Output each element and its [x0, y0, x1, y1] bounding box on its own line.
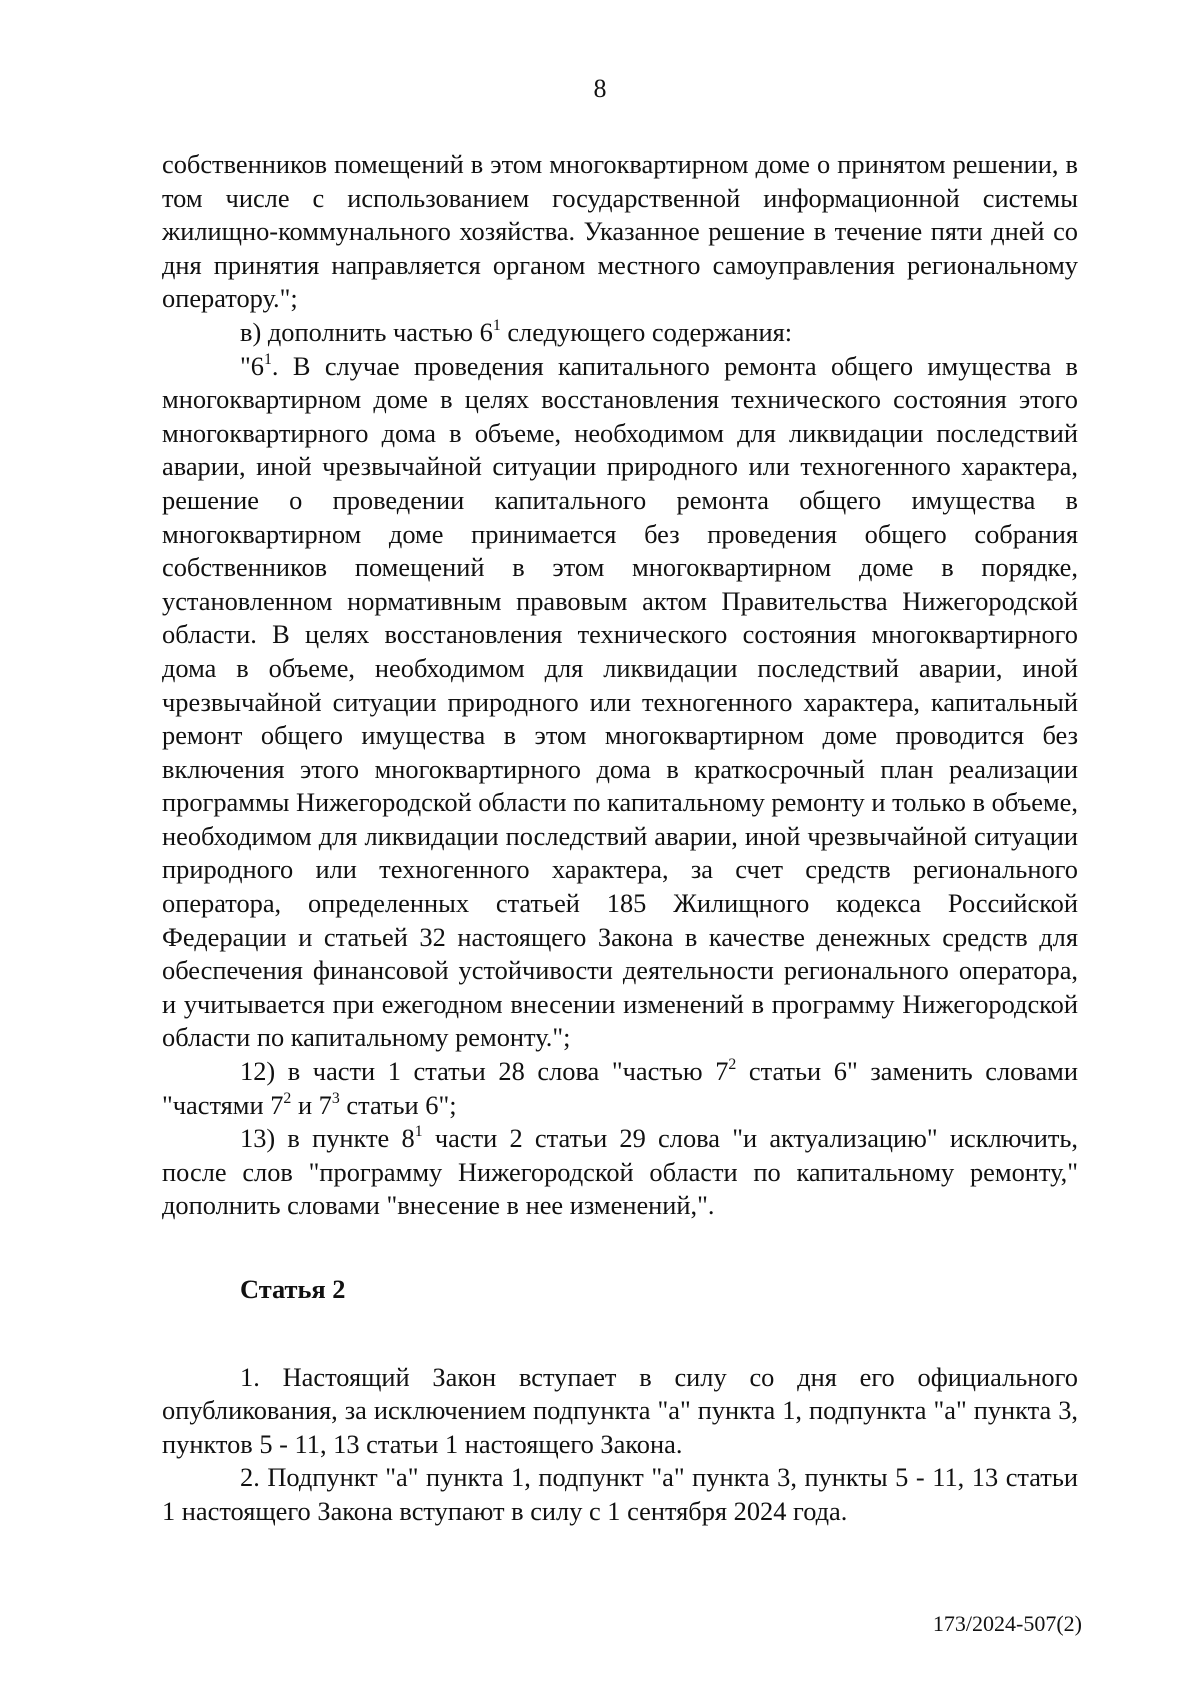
article-2-item-2: 2. Подпункт "а" пункта 1, подпункт "а" пункта 3, пункты 5 - 11, 13 статьи 1 настоящего Закона вступают в силу с 1 сентября 2024 года.: [162, 1462, 1078, 1526]
page-number: 8: [593, 74, 607, 103]
superscript: 1: [414, 1123, 423, 1141]
text-fragment: 12) в части 1 статьи 28 слова "частью 7: [240, 1056, 729, 1087]
text-fragment: в) дополнить частью 6: [240, 316, 493, 347]
text-fragment: следующего содержания:: [500, 316, 793, 347]
text-fragment: и 7: [291, 1089, 332, 1120]
superscript: 1: [492, 316, 501, 334]
document-body: [162, 148, 1078, 1529]
superscript: 3: [331, 1089, 340, 1107]
text-fragment: 13) в пункте 8: [240, 1123, 415, 1154]
paragraph-part-6-1: [162, 350, 1078, 1055]
article-2-heading: Статья 2: [240, 1274, 346, 1304]
text-fragment: "6: [240, 350, 264, 381]
text-fragment: статьи 6" заменить словами "частями 7: [162, 1056, 1078, 1120]
paragraph-continuation: собственников помещений в этом многоквартирном доме о принятом решении, в том числе с использованием государственной информационной системы жилищно-коммунального хозяйства. Указанное решение в течение пяти дней со дня принятия направляется органом местного самоуправления региональному оператору.";: [162, 149, 1078, 314]
superscript: 2: [728, 1055, 737, 1073]
superscript: 2: [283, 1089, 292, 1107]
text-fragment: . В случае проведения капитального ремонта общего имущества в многоквартирном доме в целях восстановления технического состояния этого многоквартирного дома в объеме, необходимом для ликвидации последствий аварии, иной чрезвычайной ситуации природного или техногенного характера, решение о проведении капитального ремонта общего имущества в многоквартирном доме принимается без проведения общего собрания собственников помещений в этом многоквартирном доме в порядке, установленном нормативным правовым актом Правительства Нижегородской области. В целях восстановления технического состояния многоквартирного дома в объеме, необходимом для ликвидации последствий аварии, иной чрезвычайной ситуации природного или техногенного характера, капитальный ремонт общего имущества в этом многоквартирном доме проводится без включения этого многоквартирного дома в краткосрочный план реализации программы Нижегородской области по капитальному ремонту и только в объеме, необходимом для ликвидации последствий аварии, иной чрезвычайной ситуации природного или техногенного характера, за счет средств регионального оператора, определенных статьей 185 Жилищного кодекса Российской Федерации и статьей 32 настоящего Закона в качестве денежных средств для обеспечения финансовой устойчивости деятельности регионального оператора, и учитывается при ежегодном внесении изменений в программу Нижегородской области по капитальному ремонту.";: [162, 350, 1078, 1053]
paragraph-item-v: [162, 316, 1078, 350]
superscript: 1: [263, 350, 272, 368]
article-2-item-1: 1. Настоящий Закон вступает в силу со дня его официального опубликования, за исключением подпункта "а" пункта 1, подпункта "а" пункта 3, пунктов 5 - 11, 13 статьи 1 настоящего Закона.: [162, 1361, 1078, 1459]
document-number: 173/2024-507(2): [932, 1611, 1082, 1636]
text-fragment: статьи 6";: [339, 1089, 457, 1120]
paragraph-item-12: [162, 1055, 1078, 1122]
text-fragment: части 2 статьи 29 слова "и актуализацию" исключить, после слов "программу Нижегородской области по капитальному ремонту," дополнить словами "внесение в нее изменений,".: [162, 1123, 1078, 1221]
paragraph-item-13: [162, 1122, 1078, 1223]
